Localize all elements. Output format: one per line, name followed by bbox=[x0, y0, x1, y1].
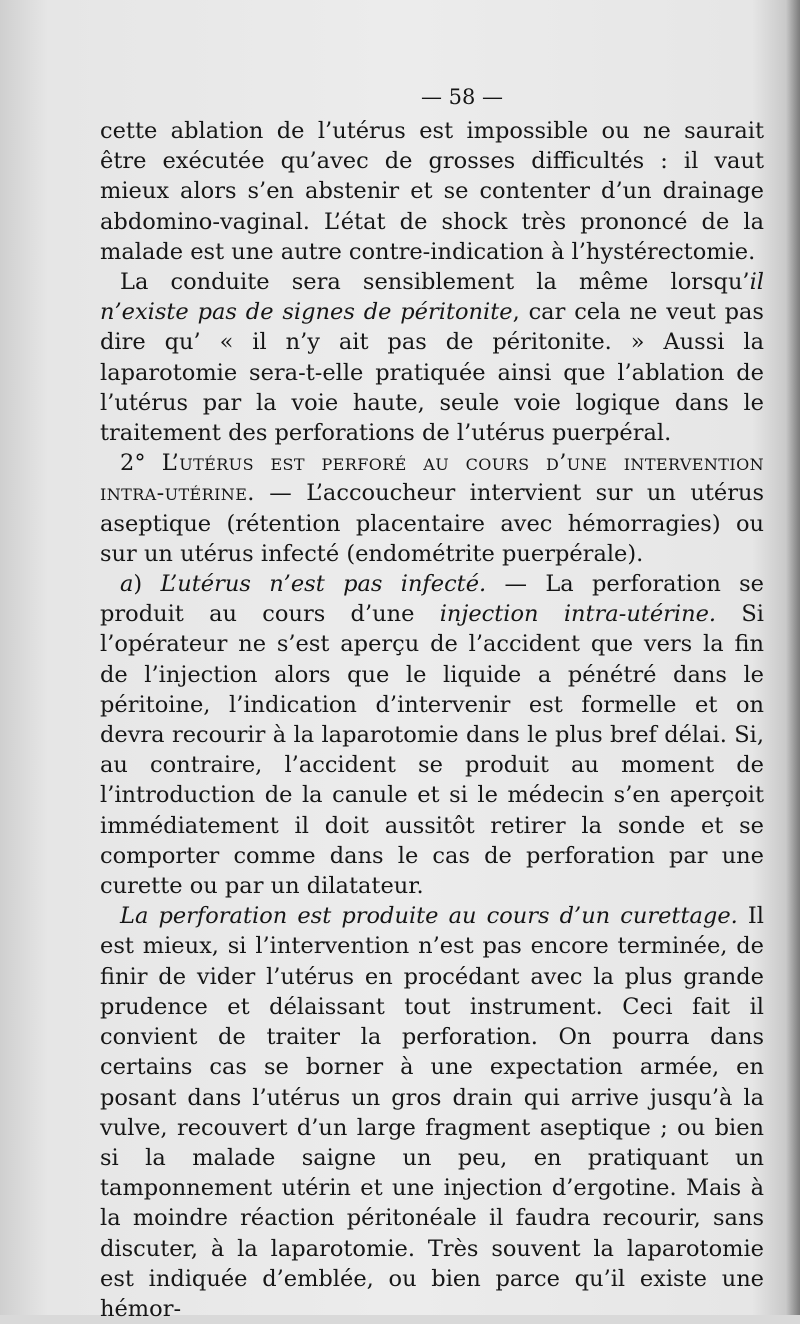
italic-segment: il n’existe pas de signes de péritonite bbox=[100, 269, 764, 326]
paragraph-1 bbox=[100, 116, 764, 267]
paragraph-3 bbox=[100, 448, 764, 569]
paragraph-5 bbox=[100, 901, 764, 1324]
text-segment: , car cela ne veut pas dire qu’ « il n’y ait pas de péritonite. » Aussi la laparotomie sera-t-elle pratiquée ainsi que l’ablation de l’utérus par la voie haute, seule voie logique dans le traitement des perforations de l’utérus puerpéral. bbox=[100, 299, 764, 447]
text-segment: — La perforation se produit au cours d’une bbox=[100, 571, 765, 628]
text-segment: cette ablation de l’utérus est impossible ou ne saurait être exécutée qu’avec de grosses difficultés : il vaut mieux alors s’en abstenir et se contenter d’un drainage abdomino-vaginal. L’état de shock très prononcé de la malade est une autre contre-indication à l’hystérectomie. bbox=[100, 118, 764, 265]
text-segment: ) bbox=[133, 571, 161, 598]
subsection-heading: L’utérus n’est pas infecté. bbox=[160, 571, 487, 598]
page-text-block bbox=[100, 82, 764, 1324]
text-segment: — L’accoucheur intervient sur un utérus aseptique (rétention placentaire avec hémorragies) ou sur un utérus infecté (endométrite puerpérale). bbox=[100, 480, 764, 567]
paragraph-2 bbox=[100, 267, 764, 448]
text-segment: Si l’opérateur ne s’est aperçu de l’accident que vers la fin de l’injection alors que le liquide a pénétré dans le péritoine, l’indication d’intervenir est formelle et on devra recourir à la laparotomie dans le plus bref délai. Si, au contraire, l’accident se produit au moment de l’introduction de la canule et si le médecin s’en aperçoit immédiatement il doit aussitôt retirer la sonde et se comporter comme dans le cas de perforation par une curette ou par un dilatateur. bbox=[100, 601, 764, 900]
italic-segment: injection intra-utérine. bbox=[439, 601, 717, 628]
text-segment: Il est mieux, si l’intervention n’est pas encore terminée, de finir de vider l’utérus en procédant avec la plus grande prudence et délaissant tout instrument. Ceci fait il convient de traiter la perforation. On pourra dans certains cas se borner à une expectation armée, en posant dans l’utérus un gros drain qui arrive jusqu’à la vulve, recouvert d’un large fragment aseptique ; ou bien si la malade saigne un peu, en pratiquant un tamponnement utérin et une injection d’ergotine. Mais à la moindre réaction péritonéale il faudra recourir, sans discuter, à la laparotomie. Très souvent la laparotomie est indiquée d’emblée, ou bien parce qu’il existe une hémor- bbox=[100, 903, 764, 1322]
text-segment: 2° bbox=[120, 450, 162, 477]
section-heading: L’utérus est perforé au cours d’une intervention intra-utérine. bbox=[100, 450, 764, 507]
italic-segment: a bbox=[120, 571, 134, 598]
text-segment: La conduite sera sensiblement la même lorsqu’ bbox=[120, 269, 750, 296]
page-edge-shadow bbox=[786, 0, 800, 1315]
paragraph-4 bbox=[100, 569, 764, 901]
page-number: — 58 — bbox=[420, 85, 504, 109]
italic-segment: La perforation est produite au cours d’un curettage. bbox=[120, 903, 738, 930]
